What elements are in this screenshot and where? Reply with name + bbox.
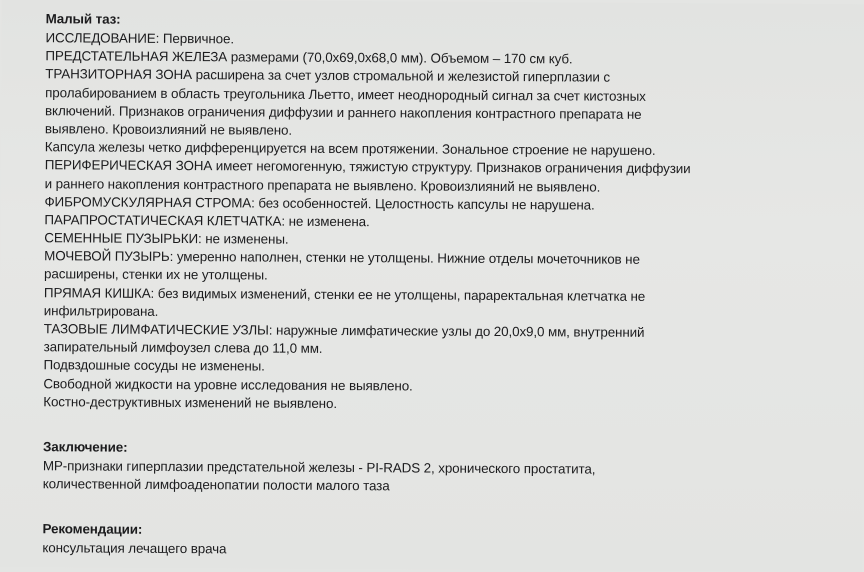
findings-line: ПАРАПРОСТАТИЧЕСКАЯ КЛЕТЧАТКА: не изменена. bbox=[44, 212, 370, 230]
findings-line: ПРЕДСТАТЕЛЬНАЯ ЖЕЛЕЗА размерами (70,0х69,0х68,0 мм). Объемом – 170 см куб. bbox=[45, 48, 573, 67]
findings-section bbox=[43, 29, 857, 416]
findings-line: ПРЯМАЯ КИШКА: без видимых изменений, стенки ее не утолщены, параректальная клетчатка не bbox=[43, 284, 646, 304]
recommendations-heading: Рекомендации: bbox=[42, 521, 143, 538]
findings-line: Костно-деструктивных изменений не выявлено. bbox=[43, 393, 338, 411]
findings-line: пролабированием в область треугольника Льетто, имеет неоднородный сигнал за счет кистозных bbox=[45, 84, 646, 104]
conclusion-heading: Заключение: bbox=[42, 439, 128, 455]
findings-line: МОЧЕВОЙ ПУЗЫРЬ: умеренно наполнен, стенки не утолщены. Нижние отделы мочеточников не bbox=[44, 248, 640, 268]
recommendations-line: консультация лечащего врача bbox=[42, 540, 227, 557]
findings-line: выявлено. Кровоизлияний не выявлено. bbox=[44, 121, 293, 138]
findings-line: Капсула железы четко дифференцируется на всем протяжении. Зональное строение не нарушено. bbox=[44, 139, 656, 159]
findings-line: ФИБРОМУСКУЛЯРНАЯ СТРОМА: без особенностей. Целостность капсулы не нарушена. bbox=[44, 193, 595, 213]
recommendations-section bbox=[42, 540, 854, 563]
findings-line: расширены, стенки их не утолщены. bbox=[44, 266, 268, 284]
conclusion-section bbox=[43, 457, 855, 498]
findings-line: ТАЗОВЫЕ ЛИМФАТИЧЕСКИЕ УЗЛЫ: наружные лимфатические узлы до 20,0х9,0 мм, внутренний bbox=[43, 321, 645, 340]
pelvis-heading: Малый таз: bbox=[45, 11, 121, 27]
findings-line: Свободной жидкости на уровне исследования не выявлено. bbox=[43, 375, 413, 394]
findings-line: ТРАНЗИТОРНАЯ ЗОНА расширена за счет узлов стромальной и железистой гиперплазии с bbox=[45, 66, 610, 86]
findings-line: Подвздошные сосуды не изменены. bbox=[43, 357, 265, 374]
findings-line: ПЕРИФЕРИЧЕСКАЯ ЗОНА имеет негомогенную, тяжистую структуру. Признаков ограничения диффузии bbox=[44, 157, 691, 177]
findings-line: ИССЛЕДОВАНИЕ: Первичное. bbox=[45, 30, 235, 47]
findings-line: инфильтрирована. bbox=[43, 303, 159, 319]
conclusion-line: МР-признаки гиперплазии предстательной железы - PI-RADS 2, хронического простатита, bbox=[42, 458, 596, 477]
findings-line: запирательный лимфоузел слева до 11,0 мм. bbox=[43, 339, 323, 357]
findings-line: включений. Признаков ограничения диффузии и раннего накопления контрастного препарата не bbox=[45, 102, 642, 122]
conclusion-line: количественной лимфоаденопатии полости малого таза bbox=[42, 476, 390, 494]
findings-line: СЕМЕННЫЕ ПУЗЫРЬКИ: не изменены. bbox=[44, 230, 289, 247]
findings-line: и раннего накопления контрастного препарата не выявлено. Кровоизлияний не выявлено. bbox=[44, 175, 601, 195]
report-body bbox=[42, 9, 857, 562]
